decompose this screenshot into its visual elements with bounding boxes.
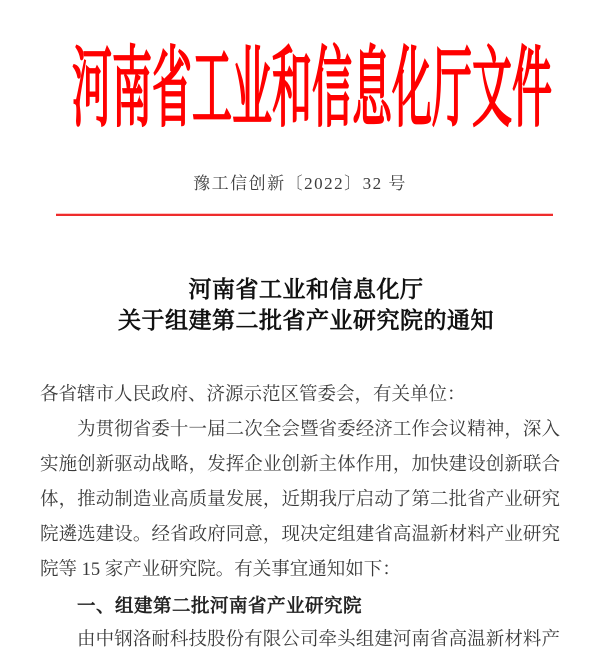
document-body [0,378,600,648]
red-header-banner [0,39,600,139]
text-line: 实施创新驱动战略，发挥企业创新主体作用，加快建设创新联合 [40,455,560,475]
banner-title: 河南省工业和信息化厅文件 [72,39,552,139]
paragraph-section-1-heading [40,588,560,623]
text-line: 一、组建第二批河南省产业研究院 [77,595,363,616]
paragraph-salutation [40,378,560,413]
text-line: 由中钢洛耐科技股份有限公司牵头组建河南省高温新材料产 [77,630,560,648]
red-separator-line [56,214,553,216]
text-line: 院遴选建设。经省政府同意，现决定组建省高温新材料产业研究 [40,525,560,545]
document-number: 豫工信创新〔2022〕32 号 [193,174,407,193]
paragraph-section-1-body [40,623,560,648]
text-line: 院等 15 家产业研究院。有关事宜通知如下： [40,560,401,580]
paragraph-intro [40,413,560,588]
document-title [0,274,600,336]
document-title-line-1: 河南省工业和信息化厅 [188,277,424,302]
text-line: 为贯彻省委十一届二次全会暨省委经济工作会议精神，深入 [77,420,560,440]
text-line: 各省辖市人民政府、济源示范区管委会，有关单位： [40,385,466,405]
document-title-line-2: 关于组建第二批省产业研究院的通知 [118,308,494,333]
text-line: 体，推动制造业高质量发展，近期我厅启动了第二批省产业研究 [40,490,560,510]
